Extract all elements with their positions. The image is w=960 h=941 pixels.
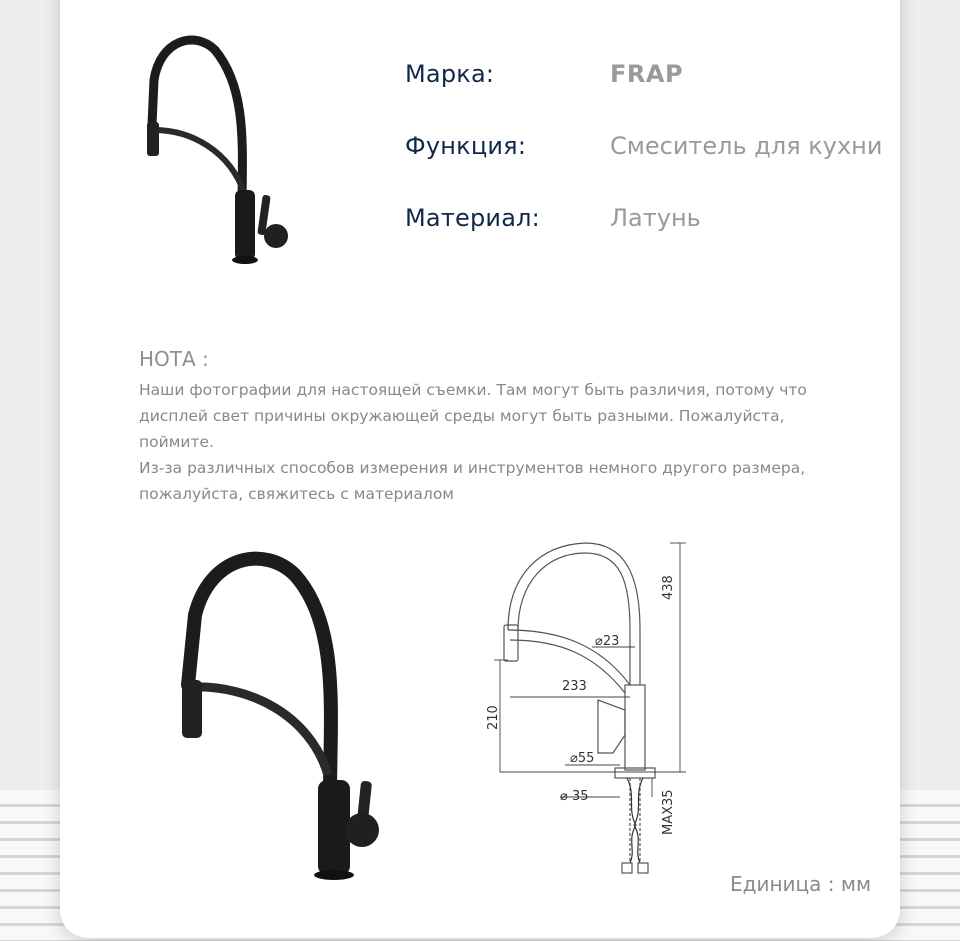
dim-spout-diameter: ⌀23 — [595, 634, 620, 649]
units-label: Единица : мм — [730, 872, 872, 896]
dim-reach: 233 — [562, 679, 587, 694]
brand-value: FRAP — [610, 60, 684, 88]
note-line: пожалуйста, свяжитесь с материалом — [139, 485, 455, 503]
brand-label: Марка: — [405, 60, 495, 88]
dim-height-total: 438 — [661, 575, 676, 600]
note-title: НОТА : — [139, 347, 209, 371]
dim-hole-diameter: ⌀ 35 — [560, 789, 589, 804]
material-label: Материал: — [405, 204, 540, 232]
note-line: поймите. — [139, 433, 214, 451]
note-line: Из-за различных способов измерения и инструментов немного другого размера, — [139, 459, 806, 477]
note-text — [139, 377, 839, 507]
faucet-photo-small — [130, 30, 310, 270]
note-line: Наши фотографии для настоящей съемки. Там могут быть различия, потому что — [139, 381, 807, 399]
technical-drawing — [480, 535, 700, 880]
dim-base-diameter: ⌀55 — [570, 751, 595, 766]
dim-max-thickness: MAX35 — [661, 789, 676, 835]
note-line: дисплей свет причины окружающей среды могут быть разными. Пожалуйста, — [139, 407, 785, 425]
function-label: Функция: — [405, 132, 527, 160]
faucet-photo-large — [170, 545, 400, 885]
dim-spout-height: 210 — [486, 705, 501, 730]
drawing-outline — [504, 543, 655, 873]
function-value: Смеситель для кухни — [610, 132, 883, 160]
material-value: Латунь — [610, 204, 701, 232]
